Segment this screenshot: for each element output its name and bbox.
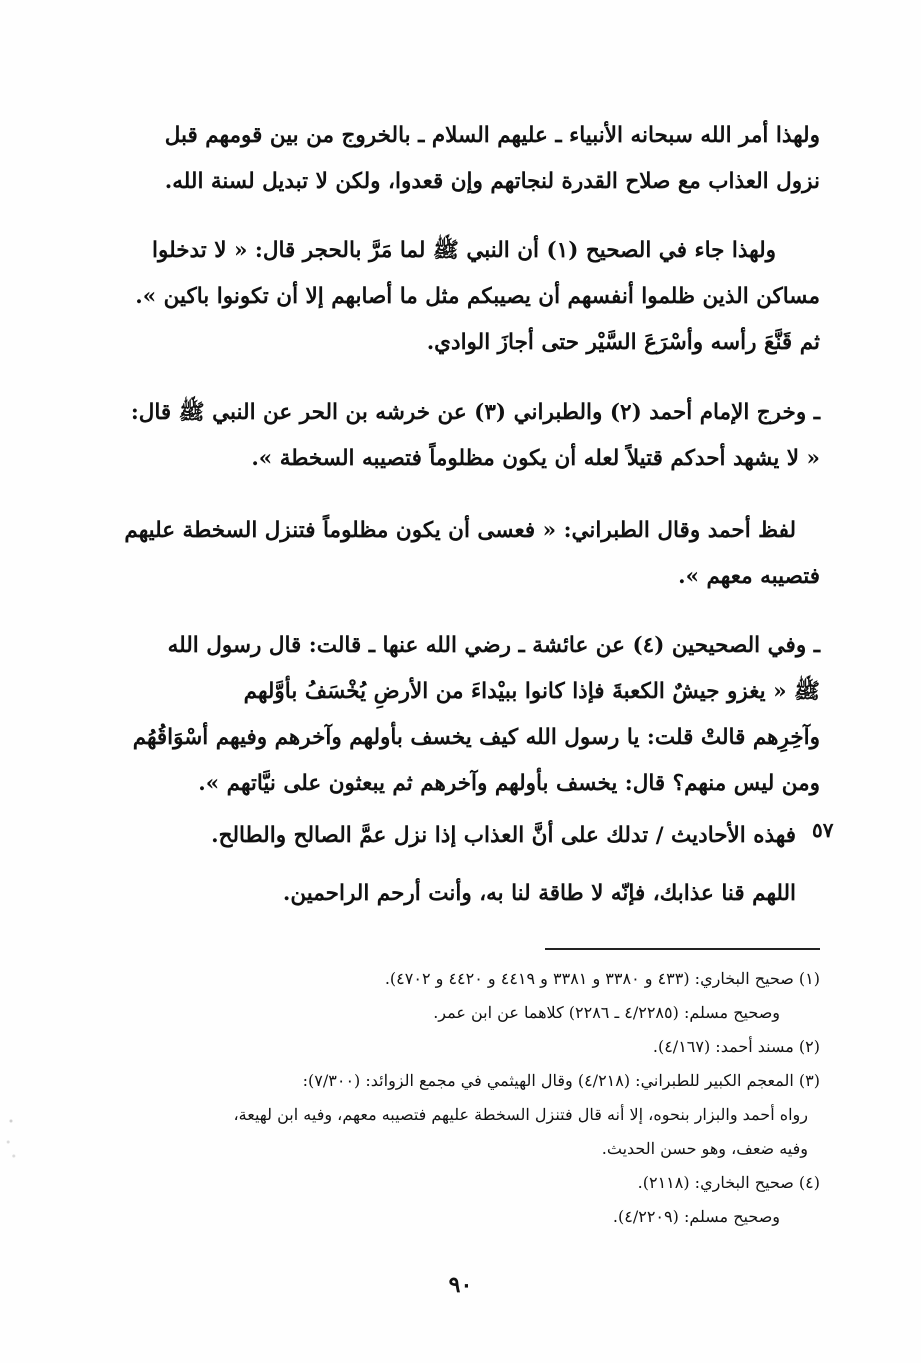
- text-line: فتصيبه معهم ».: [678, 564, 820, 589]
- footnote-line: (٢) مسند أحمد: (٤/١٦٧).: [652, 1037, 820, 1056]
- paragraph-1: [110, 113, 820, 205]
- text-line: ولهذا أمر الله سبحانه الأنبياء ـ عليهم السلام ـ بالخروج من بين قومهم قبل: [164, 123, 820, 148]
- footnote-line: وصحيح مسلم: (٤/٢٢٠٩).: [612, 1207, 780, 1226]
- footnote-divider: [545, 948, 820, 950]
- footnote-line: وفيه ضعف، وهو حسن الحديث.: [601, 1139, 808, 1158]
- paragraph-2-cont: [110, 274, 820, 366]
- text-line: « لا يشهد أحدكم قتيلاً لعله أن يكون مظلوماً فتصيبه السخطة ».: [251, 446, 820, 471]
- margin-page-reference: ٥٧: [812, 818, 834, 842]
- paragraph-2: [110, 228, 820, 274]
- text-line: وآخِرِهم قالتْ قلت: يا رسول الله كيف يخسف بأولهم وآخرهم وفيهم أسْوَاقُهُم: [132, 725, 820, 750]
- footnote-line: (١) صحيح البخاري: (٤٣٣ و ٣٣٨٠ و ٣٣٨١ و ٤٤١٩ و ٤٤٢٠ و ٤٧٠٢).: [384, 969, 820, 988]
- text-line: اللهم قنا عذابك، فإنّه لا طاقة لنا به، وأنت أرحم الراحمين.: [282, 881, 796, 906]
- text-line: مساكن الذين ظلموا أنفسهم أن يصيبكم مثل ما أصابهم إلا أن تكونوا باكين ».: [135, 284, 820, 309]
- text-line: ـ وفي الصحيحين (٤) عن عائشة ـ رضي الله عنها ـ قالت: قال رسول الله: [167, 633, 820, 658]
- text-line: نزول العذاب مع صلاح القدرة لنجاتهم وإن قعدوا، ولكن لا تبديل لسنة الله.: [164, 169, 820, 194]
- text-line: ولهذا جاء في الصحيح (١) أن النبي ﷺ لما مَرَّ بالحجر قال: « لا تدخلوا: [152, 238, 776, 263]
- paragraph-3: [110, 390, 820, 482]
- paragraph-5: [110, 623, 820, 807]
- footnote-line: (٤) صحيح البخاري: (٢١١٨).: [637, 1173, 820, 1192]
- text-line: ﷺ « يغزو جيشٌ الكعبةَ فإذا كانوا ببيْداءَ من الأرضِ يُخْسَفُ بأوَّلهم: [243, 679, 820, 704]
- page-number: ٩٠: [448, 1272, 473, 1298]
- paragraph-4: [110, 508, 820, 554]
- footnotes: [110, 962, 820, 1234]
- scan-speckle: [4, 1100, 18, 1170]
- footnote-line: (٣) المعجم الكبير للطبراني: (٤/٢١٨) وقال الهيثمي في مجمع الزوائد: (٧/٣٠٠):: [302, 1071, 820, 1090]
- text-line: ثم قَنَّعَ رأسه وأسْرَعَ السَّيْر حتى أجازَ الوادي.: [426, 330, 820, 355]
- footnote-line: وصحيح مسلم: (٤/٢٢٨٥ ـ ٢٢٨٦) كلاهما عن ابن عمر.: [433, 1003, 780, 1022]
- text-line: ـ وخرج الإمام أحمد (٢) والطبراني (٣) عن خرشه بن الحر عن النبي ﷺ قال:: [130, 400, 820, 425]
- text-line: فهذه الأحاديث / تدلك على أنَّ العذاب إذا نزل عمَّ الصالح والطالح.: [211, 823, 796, 848]
- paragraph-4-cont: [110, 554, 820, 600]
- text-line: لفظ أحمد وقال الطبراني: « فعسى أن يكون مظلوماً فتنزل السخطة عليهم: [124, 518, 796, 543]
- footnote-line: رواه أحمد والبزار بنحوه، إلا أنه قال فتنزل السخطة عليهم فتصيبه معهم، وفيه ابن لهيعة،: [233, 1105, 808, 1124]
- paragraph-6: [110, 813, 820, 859]
- text-line: ومن ليس منهم؟ قال: يخسف بأولهم وآخرهم ثم يبعثون على نيَّاتهم ».: [198, 771, 820, 796]
- paragraph-7: [110, 871, 820, 917]
